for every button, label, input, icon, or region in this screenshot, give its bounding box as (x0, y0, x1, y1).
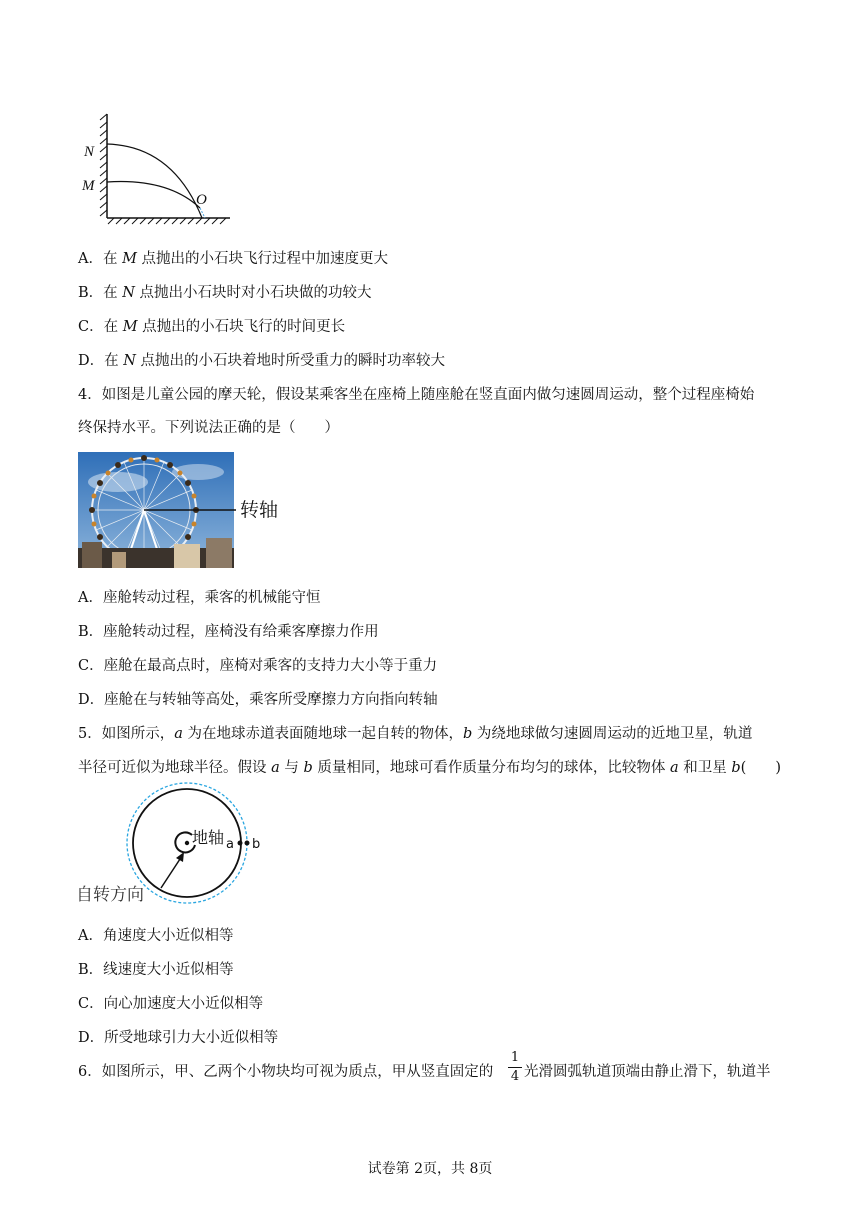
label-m: M (82, 178, 95, 194)
q5-option-c: C．向心加速度大小近似相等 (78, 996, 264, 1012)
label-n: N (84, 144, 95, 160)
label-rotation-direction: 自转方向 (76, 885, 144, 905)
q4-stem-line1: 4．如图是儿童公园的摩天轮，假设某乘客坐在座椅上随座舱在竖直面内做匀速圆周运动，整个过程座椅始 (78, 387, 755, 403)
earth-figure (74, 782, 274, 910)
q4-option-a: A．座舱转动过程，乘客的机械能守恒 (78, 590, 321, 606)
q5-stem-line1: 5．如图所示，a 为在地球赤道表面随地球一起自转的物体，b 为绕地球做匀速圆周运动的近地卫星，轨道 (78, 726, 753, 742)
q4-option-b: B．座舱转动过程，座椅没有给乘客摩擦力作用 (78, 624, 379, 640)
point-a (238, 841, 243, 846)
trajectory-m (107, 182, 200, 208)
q4-option-d: D．座舱在与转轴等高处，乘客所受摩擦力方向指向转轴 (78, 692, 438, 708)
page-footer: 试卷第 2页，共 8页 (367, 1161, 493, 1177)
label-o: O (196, 192, 207, 208)
q6-stem-start: 6．如图所示，甲、乙两个小物块均可视为质点，甲从竖直固定的 (78, 1064, 494, 1080)
ferris-wheel-photo (78, 452, 288, 568)
label-earth-axis: 地轴 (192, 828, 225, 847)
q5-stem-line2: 半径可近似为地球半径。假设 a 与 b 质量相同，地球可看作质量分布均匀的球体，比较物体 a 和卫星 b( ) (78, 760, 781, 776)
q6-fraction (508, 1050, 522, 1085)
q3-option-d: D．在 N 点抛出的小石块着地时所受重力的瞬时功率较大 (78, 353, 446, 369)
q3-option-b: B．在 N 点抛出小石块时对小石块做的功较大 (78, 285, 372, 301)
q5-option-b: B．线速度大小近似相等 (78, 962, 234, 978)
q3-option-a: A．在 M 点抛出的小石块飞行过程中加速度更大 (78, 251, 389, 267)
q3-figure (78, 112, 238, 228)
label-a: a (226, 837, 234, 852)
q6-fraction-numerator: 1 (510, 1050, 520, 1065)
point-b (245, 841, 250, 846)
label-b: b (252, 837, 261, 852)
q5-option-a: A．角速度大小近似相等 (78, 928, 234, 944)
label-rotating-axis: 转轴 (240, 499, 279, 521)
q5-option-d: D．所受地球引力大小近似相等 (78, 1030, 279, 1046)
q6-stem-end: 光滑圆弧轨道顶端由静止滑下，轨道半 (524, 1064, 771, 1080)
q3-option-c: C．在 M 点抛出的小石块飞行的时间更长 (78, 319, 346, 335)
q4-option-c: C．座舱在最高点时，座椅对乘客的支持力大小等于重力 (78, 658, 438, 674)
q4-stem-line2: 终保持水平。下列说法正确的是（ ） (78, 420, 339, 436)
q6-fraction-denominator: 4 (510, 1069, 520, 1084)
